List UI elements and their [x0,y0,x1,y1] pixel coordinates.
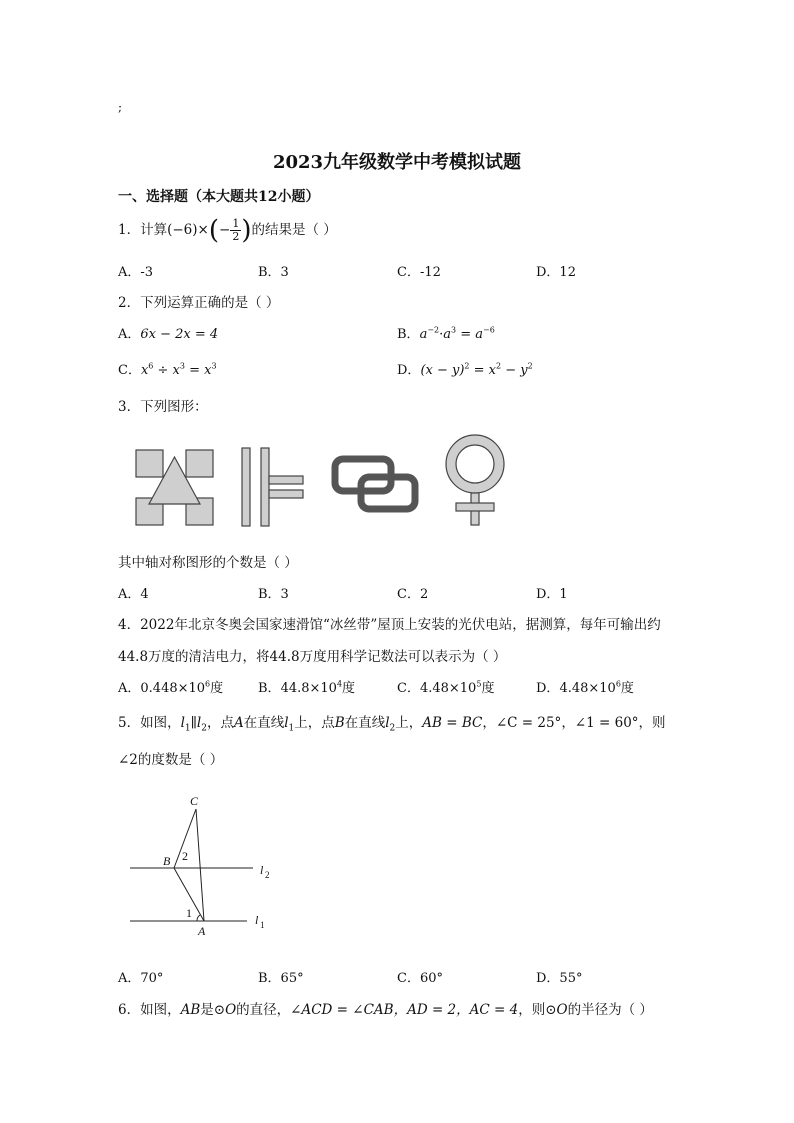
q2-b-label: B． [397,327,420,342]
q2-c-e3: 3 [211,361,217,371]
q2-b-exp2: 3 [451,325,457,335]
q4-c-exp: 5 [476,679,482,689]
q2-c-div: ÷ x [157,363,180,378]
q2-b-exp1: −2 [427,325,440,335]
question-4-line2: 44.8万度的清洁电力，将44.8万度用科学记数法可以表示为（ ） [118,649,507,665]
question-3: 3．下列图形： [118,399,208,415]
q1-frac-num: 1 [232,217,240,230]
stray-mark: ; [118,100,123,114]
q5-point-b: B [334,715,345,731]
q2-d-eq: = x [473,363,497,378]
q4-d-exp: 6 [615,679,621,689]
q4-c-mant: 4.48×10 [419,681,477,696]
q2-a-expr: 6x − 2x = 4 [140,327,219,342]
q2-b-base2: a [443,327,452,342]
q4-option-d[interactable] [536,677,634,696]
section-heading: 一、选择题（本大题共12小题） [118,189,320,205]
q5-option-c[interactable]: C．60° [397,971,443,986]
q2-c-e2: 3 [179,361,185,371]
q5-l1-ref-sub: 1 [288,723,295,734]
q4-a-unit: 度 [210,681,224,696]
label-l1: l [255,913,259,927]
q5-l2-ref-sub: 2 [389,723,396,734]
q2-d-label: D． [397,363,421,378]
q5-text-a: 5．如图， [118,715,181,731]
q4-option-b[interactable] [258,677,355,696]
q2-d-e3: 2 [527,361,533,371]
q4-d-label: D． [536,681,560,696]
q2-c-x1: x [140,363,149,378]
label-b: B [163,854,171,868]
q1-fraction [230,218,241,243]
q4-c-label: C． [397,681,420,696]
q1-lparen: ( [208,215,219,246]
q2-option-b[interactable] [397,323,495,342]
q5-text-f: 上， [395,715,423,731]
label-c: C [190,794,199,808]
q5-l1-ref: l [284,715,289,731]
q5-l2-sub: 2 [201,723,207,734]
q5-text-b: ，点 [206,715,234,731]
q1-post: 的结果是（ ） [251,222,337,238]
q5-parallel: ∥ [190,715,197,731]
q5-text-e: 在直线 [344,715,386,731]
q1-neg: − [219,222,231,238]
page-title: 2023九年级数学中考模拟试题 [272,152,522,173]
q4-b-label: B． [258,681,281,696]
q5-l1: l [180,715,185,731]
q2-b-dot: · [439,327,444,342]
q2-b-base1: a [419,327,428,342]
q6-ab: AB [180,1002,201,1018]
q4-option-c[interactable] [397,677,494,696]
q5-point-a: A [233,715,244,731]
q4-a-mant: 0.448×10 [140,681,206,696]
q5-angle-c: ，∠C = 25° [482,715,562,731]
q6-text-c: 的直径， [236,1002,291,1018]
q3-option-a[interactable]: A．4 [118,587,149,602]
q4-c-unit: 度 [481,681,495,696]
q2-c-e1: 6 [148,361,154,371]
q6-o2: O [556,1002,568,1018]
q6-text-a: 6．如图， [118,1002,181,1018]
q5-angle-1: ，∠1 = 60° [561,715,639,731]
q5-text-c: 在直线 [243,715,285,731]
q4-b-exp: 4 [336,679,343,689]
q3-option-c[interactable]: C．2 [397,587,429,602]
angle-1-arc [197,915,200,921]
question-1 [118,215,337,246]
q6-text-e: 的半径为（ ） [567,1002,653,1018]
q5-ab-bc: AB = BC [422,715,483,731]
q5-l2-ref: l [385,715,390,731]
q3-option-d[interactable]: D．1 [536,587,568,602]
q2-b-exp3: −6 [483,325,495,335]
label-l2-sub: 2 [265,870,270,880]
figure-venus-symbol [446,435,504,525]
q2-d-lhs: (x − y) [420,363,465,378]
q1-expr: (−6)× [167,222,209,238]
label-l2: l [260,863,264,877]
q5-l2: l [196,715,202,731]
q4-b-unit: 度 [342,681,356,696]
q4-d-mant: 4.48×10 [559,681,616,696]
q1-option-c[interactable]: C．-12 [397,265,441,280]
q6-text-b: 是⊙ [200,1002,226,1018]
question-5-line1 [118,711,666,734]
q5-option-b[interactable]: B．65° [258,971,304,986]
q4-a-label: A． [118,681,141,696]
q4-a-exp: 6 [205,679,211,689]
q1-frac-den: 2 [232,230,240,243]
label-angle-1: 1 [186,906,192,920]
q2-option-a[interactable] [118,323,218,342]
question-3-prompt: 其中轴对称图形的个数是（ ） [118,555,298,571]
q1-option-d[interactable]: D．12 [536,265,576,280]
q1-option-b[interactable]: B．3 [258,265,289,280]
label-angle-2: 2 [182,849,188,863]
q2-option-c[interactable] [118,359,217,378]
q2-c-label: C． [118,363,141,378]
q5-geometry-figure [120,788,290,948]
q1-pre: 计算 [140,222,168,238]
q4-b-mant: 44.8×10 [280,681,337,696]
q3-figures [130,430,520,530]
label-a: A [198,924,206,938]
q2-d-e2: 2 [496,361,502,371]
q6-angles: ∠ACD = ∠CAB [290,1002,394,1018]
q6-o1: O [225,1002,237,1018]
q5-text-d: 上，点 [294,715,335,731]
question-5-line2: ∠2的度数是（ ） [118,752,224,768]
question-4-line1: 4．2022年北京冬奥会国家速滑馆“冰丝带”屋顶上安装的光伏电站，据测算，每年可输出约 [118,617,661,633]
q2-b-eq: = a [460,327,484,342]
q5-option-a[interactable]: A．70° [118,971,164,986]
segment-ca [196,809,204,921]
q1-number: 1． [118,222,141,238]
figure-linked-rings [335,459,415,509]
q1-rparen: ) [241,215,252,246]
q5-l1-sub: 1 [184,723,191,734]
q2-d-minus: − y [505,363,528,378]
q6-ad: ，AD = 2 [393,1002,457,1018]
q1-option-a[interactable]: A．-3 [118,265,154,280]
q4-d-unit: 度 [620,681,634,696]
q5-option-d[interactable]: D．55° [536,971,583,986]
figure-parallel-bars [242,448,303,526]
q2-a-label: A． [118,327,141,342]
question-2: 2．下列运算正确的是（ ） [118,295,280,311]
q6-text-d: ，则⊙ [518,1002,557,1018]
q3-option-b[interactable]: B．3 [258,587,289,602]
q2-d-e1: 2 [464,361,470,371]
q4-option-a[interactable] [118,677,223,696]
figure-squares-triangle [136,450,213,525]
question-6 [118,998,653,1018]
label-l1-sub: 1 [260,920,265,930]
q2-c-eq: = x [189,363,212,378]
q6-ac: ，AC = 4 [456,1002,519,1018]
q2-option-d[interactable] [397,359,533,378]
q5-text-g: ，则 [638,715,666,731]
